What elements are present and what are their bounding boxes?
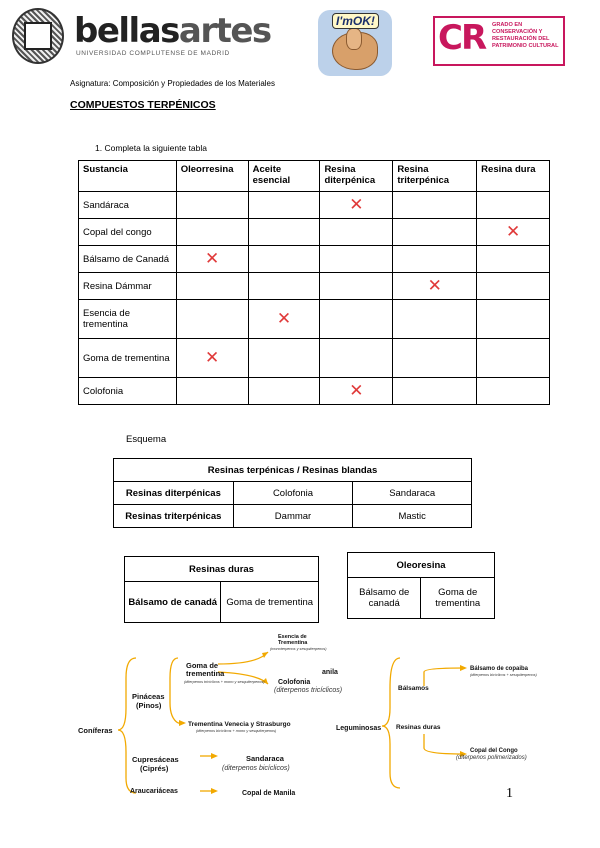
table-header-cell: Resina diterpénica [320, 161, 393, 192]
table-row [114, 505, 472, 528]
cross-mark-icon: ✕ [176, 339, 248, 378]
table-row [79, 300, 550, 339]
oleoresina-header: Oleoresina [348, 553, 495, 578]
diagram-label-coniferas: Coníferas [78, 726, 113, 735]
substance-name: Colofonia [79, 378, 177, 405]
table-header-cell: Resina triterpénica [393, 161, 477, 192]
instruction: 1. Completa la siguiente tabla [95, 143, 207, 153]
table-header-cell: Resina dura [477, 161, 550, 192]
oleoresina-table [347, 552, 495, 619]
resinas-blandas-table [113, 458, 472, 528]
cell: Goma de trementina [221, 582, 319, 623]
diagram-note-goma: (diterpenos tricíclicos + mono y sesquiterpenos) [184, 680, 265, 684]
row-label: Resinas triterpénicas [114, 505, 234, 528]
substance-name: Bálsamo de Canadá [79, 246, 177, 273]
table-row [79, 273, 550, 300]
cr-logo-letters: CR [438, 18, 486, 58]
brand-subtitle: UNIVERSIDAD COMPLUTENSE DE MADRID [76, 50, 230, 57]
diagram-note-copaiba: (diterpenos bicíclicos + sesquiterpenos) [470, 673, 537, 677]
substance-name: Sandáraca [79, 192, 177, 219]
diagram-label-pinaceas: Pináceas [132, 692, 165, 701]
cross-mark-icon: ✕ [320, 192, 393, 219]
diagram-note-sandaraca: (diterpenos bicíclicos) [222, 765, 290, 772]
table-row [79, 246, 550, 273]
resinas-duras-header: Resinas duras [125, 557, 319, 582]
cr-logo-text: GRADO EN CONSERVACIÓN Y RESTAURACIÓN DEL PATRIMONIO CULTURAL [492, 22, 559, 49]
diagram-label-colofonia: Colofonia [278, 679, 311, 686]
cross-mark-icon: ✕ [320, 378, 393, 405]
diagram-label-cupresaceas: Cupresáceas [132, 755, 179, 764]
cross-mark-icon: ✕ [477, 219, 550, 246]
diagram-label-manila-fragment: anila [322, 669, 338, 676]
substance-name: Esencia de trementina [79, 300, 177, 339]
diagram-label-araucariaceas: Araucariáceas [130, 788, 178, 795]
diagram-label-goma-2: trementina [186, 669, 225, 678]
diagram-note-colofonia: (diterpenos tricíclicos) [274, 687, 343, 694]
cell: Goma de trementina [421, 578, 495, 619]
bellasartes-logo: bellasartes [74, 11, 271, 51]
subject-line: Asignatura: Composición y Propiedades de los Materiales [70, 79, 275, 88]
cross-mark-icon: ✕ [393, 273, 477, 300]
university-seal-logo [12, 8, 64, 64]
table-header-cell: Oleorresina [176, 161, 248, 192]
cell: Colofonia [233, 482, 353, 505]
substance-name: Resina Dámmar [79, 273, 177, 300]
diagram-label-pinos: (Pinos) [136, 701, 162, 710]
substance-name: Copal del congo [79, 219, 177, 246]
row-label: Resinas diterpénicas [114, 482, 234, 505]
table-row [79, 192, 550, 219]
page-title: COMPUESTOS TERPÉNICOS [70, 99, 216, 111]
diagram-label-copal-manila: Copal de Manila [242, 790, 296, 797]
resin-origin-diagram [78, 628, 537, 800]
resinas-duras-table [124, 556, 319, 623]
cross-mark-icon: ✕ [248, 300, 320, 339]
diagram-note-copal-congo: (diterpenos polimerizados) [456, 755, 527, 761]
diagram-label-sandaraca: Sandaraca [246, 754, 284, 763]
diagram-label-esencia-2: Trementina [278, 640, 308, 646]
terpene-classification-table [78, 160, 550, 405]
table-row [114, 482, 472, 505]
diagram-note-trementina-venecia: (diterpenos bicíclicos + mono y sesquiterpenos) [196, 729, 277, 733]
diagram-label-trementina-venecia: Trementina Venecia y Strasburgo [188, 721, 291, 728]
diagram-label-resinas-duras: Resinas duras [396, 724, 441, 731]
cross-mark-icon: ✕ [176, 246, 248, 273]
cell: Bálsamo de canadá [348, 578, 421, 619]
resinas-blandas-header: Resinas terpénicas / Resinas blandas [114, 459, 472, 482]
cell: Sandaraca [353, 482, 472, 505]
sticker-text: I'mOK! [332, 13, 379, 29]
diagram-label-copal-congo: Copal del Congo [470, 748, 518, 754]
diagram-note-esencia: (monoterpenos y sesquiterpenos) [270, 647, 327, 651]
table-header-cell: Sustancia [79, 161, 177, 192]
diagram-label-leguminosas: Leguminosas [336, 725, 382, 732]
diagram-label-esencia: Esencia de [278, 634, 307, 640]
page-number: 1 [506, 786, 513, 801]
table-row [79, 219, 550, 246]
im-ok-sticker-image [318, 10, 392, 76]
diagram-label-balsamos: Bálsamos [398, 685, 429, 692]
cell: Bálsamo de canadá [125, 582, 221, 623]
diagram-label-cipres: (Ciprés) [140, 764, 169, 773]
table-row [79, 339, 550, 378]
cell: Mastic [353, 505, 472, 528]
diagram-label-balsamo-copaiba: Bálsamo de copaiba [470, 666, 529, 672]
table-row [79, 378, 550, 405]
cell: Dammar [233, 505, 353, 528]
table-header-cell: Aceite esencial [248, 161, 320, 192]
substance-name: Goma de trementina [79, 339, 177, 378]
esquema-label: Esquema [126, 434, 167, 445]
diagram-label-goma: Goma de [186, 661, 219, 670]
